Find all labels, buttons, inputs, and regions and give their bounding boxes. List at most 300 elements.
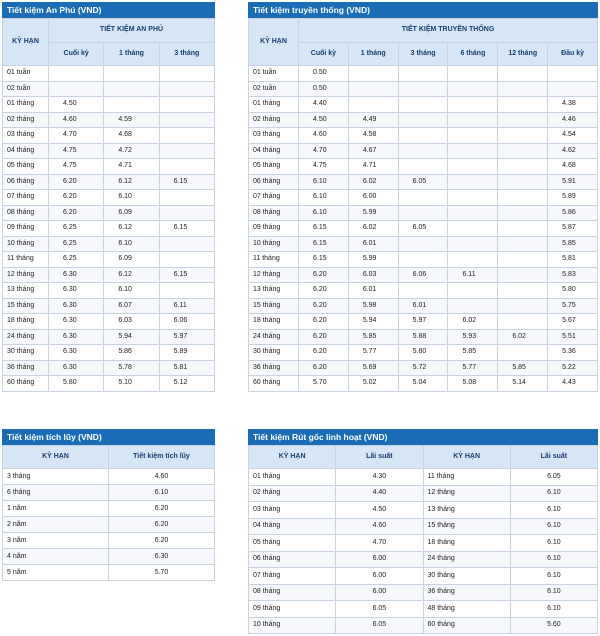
table-row — [249, 469, 598, 486]
term-cell: 09 tháng — [3, 221, 49, 237]
rate-cell: 6.10 — [510, 535, 597, 552]
rate-cell: 6.30 — [49, 329, 104, 345]
rate-cell — [448, 283, 498, 299]
rate-cell: 5.51 — [548, 329, 598, 345]
term-cell: 18 tháng — [423, 535, 510, 552]
rut-goc-body — [249, 469, 598, 634]
table-row — [249, 568, 598, 585]
rate-cell: 5.85 — [548, 236, 598, 252]
rate-cell: 6.25 — [49, 221, 104, 237]
col-rate-header: Tiết kiệm tích lũy — [109, 446, 215, 469]
rate-cell: 4.50 — [336, 502, 423, 519]
rate-cell — [548, 66, 598, 82]
rate-cell — [398, 159, 448, 175]
term-cell: 24 tháng — [249, 329, 299, 345]
rate-cell: 6.10 — [104, 190, 159, 206]
term-cell: 60 tháng — [3, 376, 49, 392]
rate-cell: 6.12 — [104, 174, 159, 190]
rate-cell: 6.20 — [299, 329, 349, 345]
rate-cell — [448, 143, 498, 159]
table-row — [3, 267, 215, 283]
table-row — [3, 549, 215, 565]
term-cell: 01 tháng — [3, 97, 49, 113]
term-cell: 07 tháng — [249, 568, 336, 585]
rate-cell: 5.60 — [510, 617, 597, 634]
rate-cell — [398, 252, 448, 268]
col-ky-han-header: KỲ HẠN — [3, 446, 109, 469]
rate-cell: 6.10 — [104, 283, 159, 299]
table-row — [249, 329, 598, 345]
rate-cell — [398, 97, 448, 113]
table-row — [249, 97, 598, 113]
table-row — [249, 190, 598, 206]
rate-cell — [448, 221, 498, 237]
table-row — [3, 298, 215, 314]
table-row — [3, 143, 215, 159]
term-cell: 3 tháng — [3, 469, 109, 485]
rate-cell: 6.20 — [109, 533, 215, 549]
rate-cell — [159, 66, 214, 82]
rate-cell: 5.85 — [348, 329, 398, 345]
rate-cell: 4.50 — [299, 112, 349, 128]
table-row — [249, 159, 598, 175]
rate-cell — [159, 190, 214, 206]
term-cell: 01 tuần — [3, 66, 49, 82]
rate-cell — [159, 81, 214, 97]
sub-header: Cuối kỳ — [49, 42, 104, 66]
table-row — [3, 112, 215, 128]
rate-cell: 6.30 — [49, 283, 104, 299]
table-row — [249, 376, 598, 392]
rate-cell: 4.50 — [49, 97, 104, 113]
rate-cell — [498, 112, 548, 128]
rate-cell — [448, 205, 498, 221]
table-row — [249, 535, 598, 552]
rate-cell — [498, 174, 548, 190]
rate-cell — [498, 283, 548, 299]
rate-cell — [398, 66, 448, 82]
table-row — [3, 501, 215, 517]
table-row — [249, 236, 598, 252]
table-row — [3, 314, 215, 330]
rate-cell — [159, 112, 214, 128]
table-row — [249, 551, 598, 568]
rate-cell: 6.30 — [49, 298, 104, 314]
rate-cell: 4.60 — [49, 112, 104, 128]
rate-cell: 6.10 — [299, 205, 349, 221]
rate-cell: 5.10 — [104, 376, 159, 392]
term-cell: 6 tháng — [3, 485, 109, 501]
col-ky-han-header: KỲ HẠN — [3, 19, 49, 66]
rate-cell: 6.20 — [299, 267, 349, 283]
rate-cell — [159, 128, 214, 144]
term-cell: 60 tháng — [423, 617, 510, 634]
tich-luy-title: Tiết kiệm tích lũy (VND) — [2, 429, 215, 445]
sub-header: 3 tháng — [159, 42, 214, 66]
rate-cell: 5.85 — [448, 345, 498, 361]
rate-cell: 5.97 — [398, 314, 448, 330]
term-cell: 15 tháng — [249, 298, 299, 314]
rate-cell: 6.02 — [348, 221, 398, 237]
term-cell: 12 tháng — [423, 485, 510, 502]
rate-cell: 6.30 — [49, 314, 104, 330]
col-rate-header: Lãi suất — [336, 446, 423, 469]
rate-cell: 6.10 — [299, 174, 349, 190]
term-cell: 15 tháng — [423, 518, 510, 535]
table-row — [3, 97, 215, 113]
rate-cell: 4.70 — [336, 535, 423, 552]
rate-cell: 6.20 — [49, 190, 104, 206]
truyen-thong-table — [248, 18, 598, 392]
rate-cell: 5.83 — [548, 267, 598, 283]
rate-cell — [398, 190, 448, 206]
term-cell: 04 tháng — [249, 518, 336, 535]
rate-cell: 5.80 — [398, 345, 448, 361]
group-header: TIẾT KIỆM AN PHÚ — [49, 19, 215, 43]
table-row — [3, 81, 215, 97]
term-cell: 03 tháng — [249, 502, 336, 519]
rate-cell: 6.02 — [448, 314, 498, 330]
rate-cell: 4.71 — [104, 159, 159, 175]
table-row — [3, 205, 215, 221]
term-cell: 05 tháng — [249, 159, 299, 175]
table-row — [3, 159, 215, 175]
rate-cell: 6.00 — [336, 551, 423, 568]
term-cell: 12 tháng — [3, 267, 49, 283]
rate-cell: 4.60 — [299, 128, 349, 144]
rate-cell: 4.49 — [348, 112, 398, 128]
sub-header: 3 tháng — [398, 42, 448, 66]
rate-cell — [498, 205, 548, 221]
an-phu-body — [3, 66, 215, 392]
rate-cell: 6.01 — [398, 298, 448, 314]
rate-cell: 6.20 — [299, 283, 349, 299]
rate-cell — [348, 81, 398, 97]
rate-cell: 5.72 — [398, 360, 448, 376]
table-row — [249, 314, 598, 330]
rate-cell: 6.30 — [49, 345, 104, 361]
rate-cell: 6.20 — [49, 205, 104, 221]
term-cell: 08 tháng — [249, 584, 336, 601]
rate-cell — [104, 81, 159, 97]
rate-cell: 6.15 — [299, 236, 349, 252]
rate-cell — [498, 267, 548, 283]
rate-cell: 6.10 — [109, 485, 215, 501]
term-cell: 30 tháng — [3, 345, 49, 361]
table-row — [249, 221, 598, 237]
col-rate-header: Lãi suất — [510, 446, 597, 469]
table-row — [3, 469, 215, 485]
rate-cell: 4.70 — [299, 143, 349, 159]
rate-cell: 5.12 — [159, 376, 214, 392]
col-ky-han-header: KỲ HẠN — [249, 446, 336, 469]
rate-cell — [159, 159, 214, 175]
rate-cell: 5.70 — [299, 376, 349, 392]
rate-cell — [398, 81, 448, 97]
rate-cell: 6.02 — [498, 329, 548, 345]
rate-cell: 6.10 — [510, 584, 597, 601]
rate-cell — [498, 221, 548, 237]
table-row — [3, 190, 215, 206]
rate-cell: 4.59 — [104, 112, 159, 128]
rate-cell: 6.01 — [348, 283, 398, 299]
table-row — [249, 518, 598, 535]
table-row — [249, 360, 598, 376]
rate-cell: 5.75 — [548, 298, 598, 314]
rate-cell: 6.00 — [336, 584, 423, 601]
rate-cell: 4.71 — [348, 159, 398, 175]
rate-cell: 6.20 — [49, 174, 104, 190]
rate-cell: 6.20 — [299, 345, 349, 361]
rate-cell — [448, 174, 498, 190]
rate-cell: 5.36 — [548, 345, 598, 361]
rate-cell — [498, 314, 548, 330]
rate-cell: 6.15 — [159, 174, 214, 190]
term-cell: 36 tháng — [3, 360, 49, 376]
an-phu-table — [2, 18, 215, 392]
rate-cell: 5.14 — [498, 376, 548, 392]
table-row — [3, 329, 215, 345]
rate-cell: 5.81 — [159, 360, 214, 376]
table-row — [3, 283, 215, 299]
rate-cell: 6.11 — [159, 298, 214, 314]
rate-cell — [159, 283, 214, 299]
table-row — [249, 205, 598, 221]
rate-cell: 5.69 — [348, 360, 398, 376]
rate-cell — [104, 66, 159, 82]
rate-cell: 6.30 — [49, 267, 104, 283]
rate-cell: 0.50 — [299, 81, 349, 97]
rate-cell: 5.93 — [448, 329, 498, 345]
term-cell: 3 năm — [3, 533, 109, 549]
rate-cell: 6.05 — [398, 221, 448, 237]
term-cell: 36 tháng — [423, 584, 510, 601]
term-cell: 05 tháng — [3, 159, 49, 175]
table-row — [3, 252, 215, 268]
rate-cell — [448, 159, 498, 175]
rate-cell: 4.46 — [548, 112, 598, 128]
term-cell: 05 tháng — [249, 535, 336, 552]
term-cell: 08 tháng — [3, 205, 49, 221]
rate-cell: 4.40 — [336, 485, 423, 502]
term-cell: 24 tháng — [423, 551, 510, 568]
rate-cell: 6.12 — [104, 221, 159, 237]
rate-cell: 6.10 — [510, 502, 597, 519]
rate-cell: 6.06 — [398, 267, 448, 283]
table-row — [249, 345, 598, 361]
tich-luy-body — [3, 469, 215, 581]
rate-cell: 5.94 — [348, 314, 398, 330]
sub-header: 12 tháng — [498, 42, 548, 66]
table-row — [249, 66, 598, 82]
rate-cell: 5.98 — [348, 298, 398, 314]
term-cell: 02 tháng — [249, 112, 299, 128]
term-cell: 11 tháng — [423, 469, 510, 486]
table-row — [249, 128, 598, 144]
rate-cell — [159, 97, 214, 113]
rate-cell: 6.05 — [336, 617, 423, 634]
rate-cell — [498, 159, 548, 175]
rate-cell: 5.02 — [348, 376, 398, 392]
rate-cell: 5.87 — [548, 221, 598, 237]
rate-cell: 6.03 — [348, 267, 398, 283]
sub-header: Cuối kỳ — [299, 42, 349, 66]
sub-header: 1 tháng — [104, 42, 159, 66]
table-row — [3, 485, 215, 501]
rate-cell — [398, 128, 448, 144]
rate-cell: 6.09 — [104, 252, 159, 268]
rate-cell: 6.15 — [159, 221, 214, 237]
rate-cell: 6.20 — [109, 517, 215, 533]
term-cell: 5 năm — [3, 565, 109, 581]
rut-goc-table — [248, 445, 598, 634]
term-cell: 02 tuần — [3, 81, 49, 97]
rate-cell: 6.01 — [348, 236, 398, 252]
truyen-thong-body — [249, 66, 598, 392]
term-cell: 18 tháng — [249, 314, 299, 330]
rate-cell — [448, 298, 498, 314]
rate-cell: 4.68 — [104, 128, 159, 144]
sub-header: 6 tháng — [448, 42, 498, 66]
table-row — [249, 601, 598, 618]
term-cell: 04 tháng — [249, 143, 299, 159]
table-row — [3, 376, 215, 392]
rate-cell — [448, 252, 498, 268]
table-row — [3, 236, 215, 252]
rate-cell: 5.97 — [159, 329, 214, 345]
term-cell: 24 tháng — [3, 329, 49, 345]
term-cell: 07 tháng — [249, 190, 299, 206]
rate-cell: 5.70 — [109, 565, 215, 581]
term-cell: 07 tháng — [3, 190, 49, 206]
rate-cell: 6.10 — [510, 601, 597, 618]
rate-cell: 6.02 — [348, 174, 398, 190]
rate-cell: 6.25 — [49, 252, 104, 268]
rate-cell — [448, 128, 498, 144]
tich-luy-table — [2, 445, 215, 581]
rate-cell: 6.30 — [109, 549, 215, 565]
rate-cell — [498, 190, 548, 206]
rate-cell — [159, 143, 214, 159]
rate-cell: 6.10 — [510, 518, 597, 535]
rate-cell: 4.38 — [548, 97, 598, 113]
rate-cell: 6.10 — [299, 190, 349, 206]
term-cell: 01 tháng — [249, 469, 336, 486]
table-row — [3, 360, 215, 376]
rate-cell: 6.12 — [104, 267, 159, 283]
rate-cell: 6.10 — [104, 236, 159, 252]
table-row — [3, 66, 215, 82]
term-cell: 10 tháng — [249, 236, 299, 252]
rate-cell: 4.75 — [49, 159, 104, 175]
rate-cell: 6.05 — [398, 174, 448, 190]
table-row — [3, 128, 215, 144]
rate-cell: 4.60 — [109, 469, 215, 485]
term-cell: 10 tháng — [3, 236, 49, 252]
rate-cell — [398, 236, 448, 252]
rate-cell — [498, 81, 548, 97]
rate-cell: 4.30 — [336, 469, 423, 486]
rate-cell: 5.08 — [448, 376, 498, 392]
rate-cell: 6.25 — [49, 236, 104, 252]
term-cell: 36 tháng — [249, 360, 299, 376]
rate-cell: 5.86 — [548, 205, 598, 221]
term-cell: 01 tuần — [249, 66, 299, 82]
rate-cell: 6.11 — [448, 267, 498, 283]
rate-cell: 6.15 — [159, 267, 214, 283]
term-cell: 2 năm — [3, 517, 109, 533]
rate-cell: 5.67 — [548, 314, 598, 330]
rate-cell: 6.20 — [109, 501, 215, 517]
rate-cell — [448, 112, 498, 128]
an-phu-title: Tiết kiệm An Phú (VND) — [2, 2, 215, 18]
rate-cell: 5.88 — [398, 329, 448, 345]
rate-cell: 4.70 — [49, 128, 104, 144]
term-cell: 06 tháng — [249, 551, 336, 568]
rate-cell — [448, 190, 498, 206]
rate-cell: 5.78 — [104, 360, 159, 376]
rate-cell: 5.99 — [348, 205, 398, 221]
table-row — [3, 533, 215, 549]
rate-cell — [448, 236, 498, 252]
rate-cell: 5.86 — [104, 345, 159, 361]
rate-cell: 4.75 — [49, 143, 104, 159]
term-cell: 03 tháng — [249, 128, 299, 144]
rate-cell — [448, 81, 498, 97]
rate-cell: 6.20 — [299, 298, 349, 314]
table-row — [3, 565, 215, 581]
rate-cell: 4.62 — [548, 143, 598, 159]
table-row — [3, 221, 215, 237]
term-cell: 09 tháng — [249, 221, 299, 237]
rate-cell: 4.40 — [299, 97, 349, 113]
rate-cell: 4.60 — [336, 518, 423, 535]
rate-cell — [448, 66, 498, 82]
rut-goc-title: Tiết kiệm Rút gốc linh hoạt (VND) — [248, 429, 598, 445]
rate-cell: 5.85 — [498, 360, 548, 376]
rate-cell — [498, 128, 548, 144]
term-cell: 02 tháng — [249, 485, 336, 502]
rate-cell: 5.81 — [548, 252, 598, 268]
rate-cell: 4.68 — [548, 159, 598, 175]
term-cell: 30 tháng — [423, 568, 510, 585]
rate-cell — [498, 252, 548, 268]
rate-cell — [159, 205, 214, 221]
term-cell: 06 tháng — [249, 174, 299, 190]
rate-cell — [498, 97, 548, 113]
term-cell: 18 tháng — [3, 314, 49, 330]
rut-goc-panel — [248, 429, 598, 634]
rate-cell — [398, 205, 448, 221]
rate-cell: 4.43 — [548, 376, 598, 392]
term-cell: 12 tháng — [249, 267, 299, 283]
rate-cell — [348, 66, 398, 82]
rate-cell — [398, 143, 448, 159]
rate-cell: 5.91 — [548, 174, 598, 190]
table-row — [249, 143, 598, 159]
col-ky-han-header: KỲ HẠN — [249, 19, 299, 66]
rate-cell: 6.09 — [104, 205, 159, 221]
rate-cell: 6.20 — [299, 314, 349, 330]
rate-cell: 5.80 — [548, 283, 598, 299]
rate-cell: 5.22 — [548, 360, 598, 376]
rate-cell — [498, 298, 548, 314]
rate-cell: 5.77 — [348, 345, 398, 361]
rate-cell — [498, 143, 548, 159]
rate-cell: 4.75 — [299, 159, 349, 175]
table-row — [249, 584, 598, 601]
table-row — [249, 485, 598, 502]
